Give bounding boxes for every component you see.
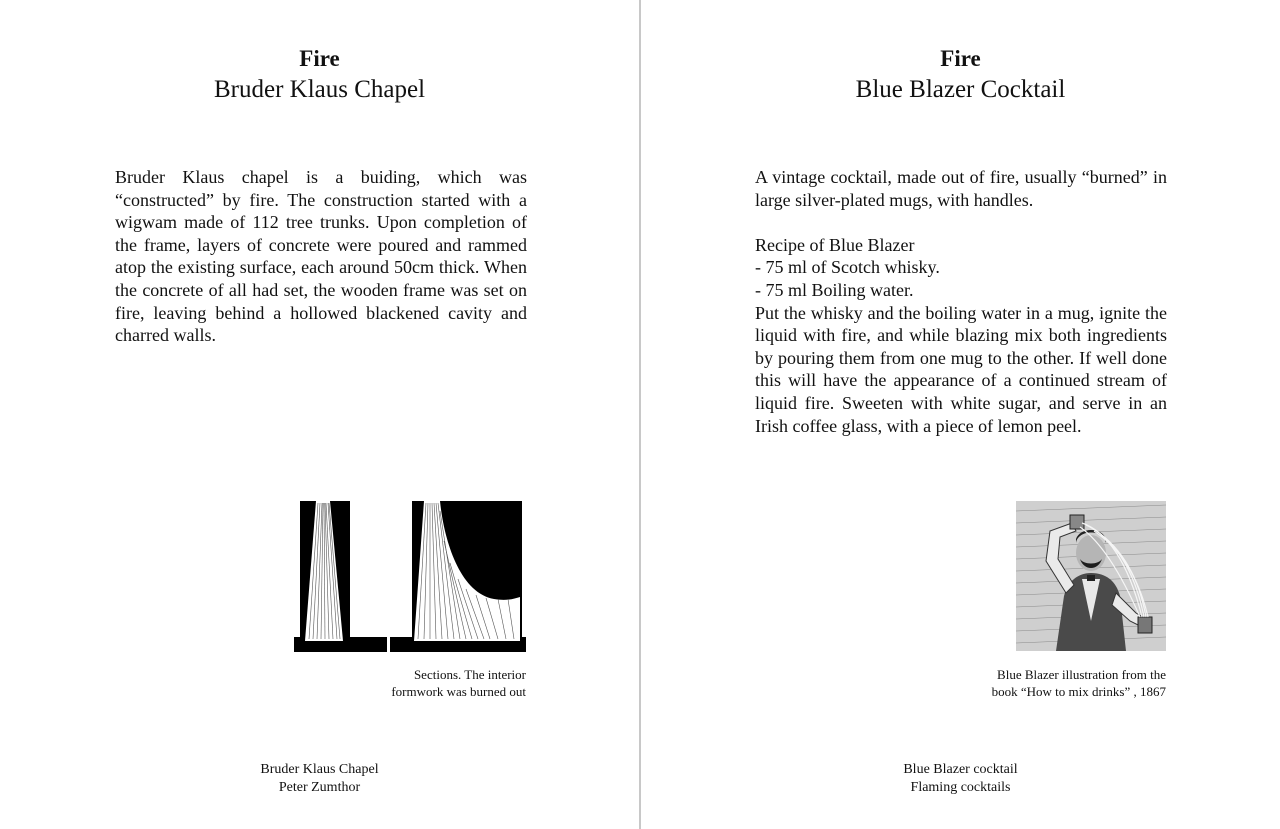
right-body [755,166,1167,437]
left-footer [0,761,639,797]
left-figure-caption [300,667,526,700]
chapel-sections-figure [294,501,526,653]
right-intro: A vintage cocktail, made out of fire, usually “burned” in large silver-plated mugs, with handles. [755,167,1167,210]
ingredient-1: - 75 ml of Scotch whisky. [755,257,940,278]
left-footer-line-2: Peter Zumthor [278,780,361,795]
right-footer-line-1: Blue Blazer cocktail [903,762,1018,777]
right-footer-line-2: Flaming cocktails [910,780,1011,795]
right-figure-caption [941,667,1166,700]
right-kicker: Fire [940,46,981,71]
right-title: Blue Blazer Cocktail [855,76,1066,103]
right-page [641,0,1280,829]
blue-blazer-illustration [1016,501,1166,651]
ingredient-2: - 75 ml Boiling water. [755,279,914,300]
left-heading [0,44,639,106]
left-body-paragraph: Bruder Klaus chapel is a buiding, which was “constructed” by fire. The construction started with a wigwam made of 112 tree trunks. Upon completion of the frame, layers of concrete were poured and rammed atop the existing surface, each around 50cm thick. When the concrete of all had set, the wooden frame was set on fire, leaving behind a hollowed blackened cavity and charred walls. [115,167,527,346]
left-body [115,166,527,347]
right-caption-line-1: Blue Blazer illustration from the [997,667,1166,682]
right-footer [641,761,1280,797]
chapel-sections-drawing [294,501,526,653]
left-caption-line-2: formwork was burned out [391,683,526,699]
left-page [0,0,639,829]
bartender-engraving [1016,501,1166,651]
paragraph-gap [755,211,1167,234]
left-kicker: Fire [299,46,340,71]
left-caption-line-1: Sections. The interior [413,667,526,682]
recipe-title: Recipe of Blue Blazer [755,234,915,255]
recipe-method: Put the whisky and the boiling water in a mug, ignite the liquid with fire, and while blazing mix both ingredients by pouring them from one mug to the other. If well done this will have the appearance of a continued stream of liquid fire. Sweeten with white sugar, and serve in an Irish coffee glass, with a piece of lemon peel. [755,302,1167,436]
left-footer-line-1: Bruder Klaus Chapel [260,762,379,777]
left-title: Bruder Klaus Chapel [213,76,426,103]
right-caption-line-2: book “How to mix drinks” , 1867 [991,683,1166,699]
right-heading [641,44,1280,106]
